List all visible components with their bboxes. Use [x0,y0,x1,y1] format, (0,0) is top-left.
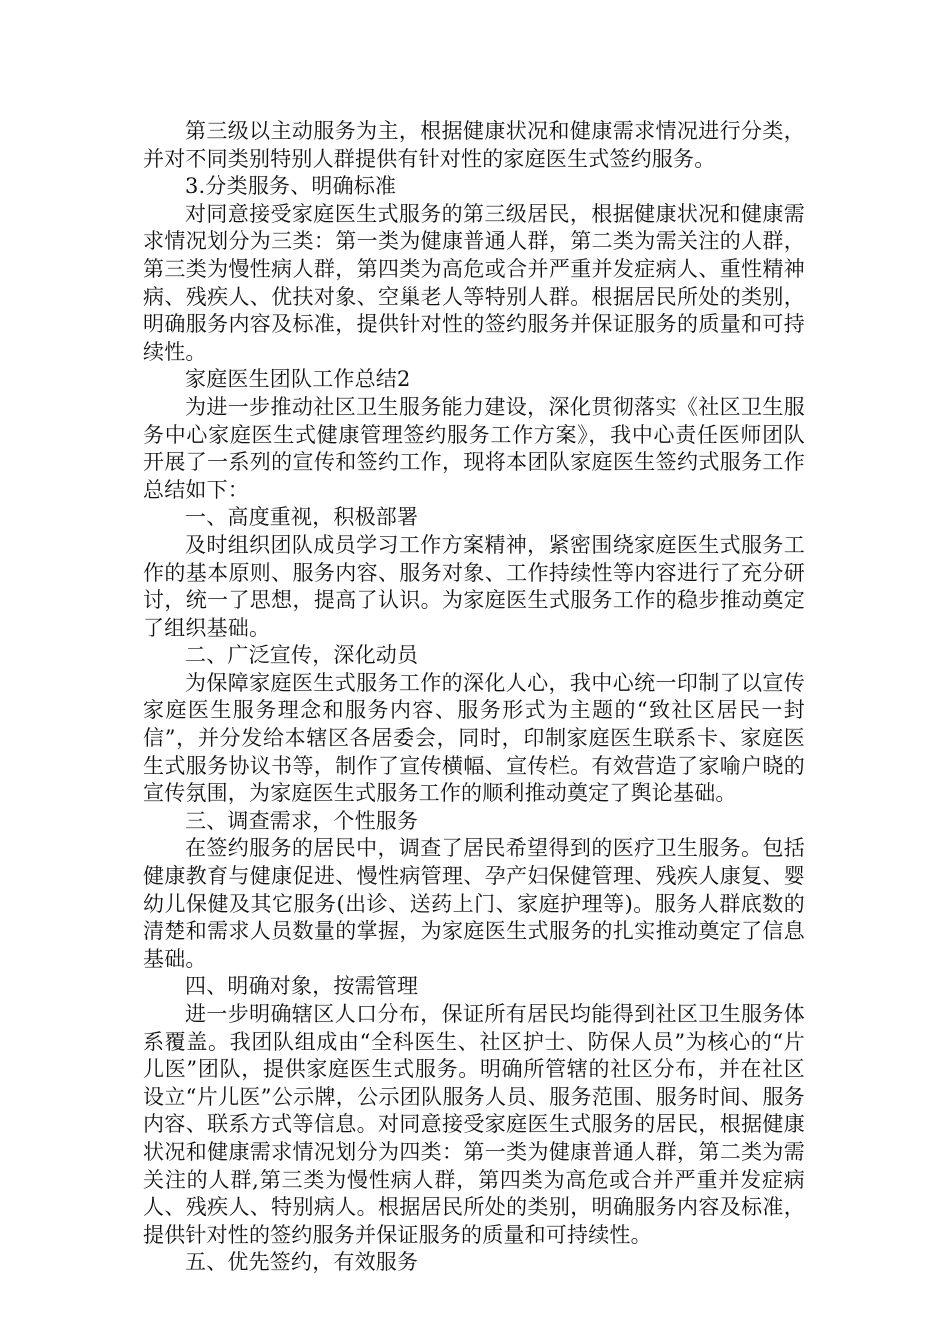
heading-section-1: 一、高度重视，积极部署 [185,505,419,530]
heading-summary-2: 家庭医生团队工作总结2 [185,367,411,392]
document-page [143,118,805,1277]
heading-section-2: 二、广泛宣传，深化动员 [185,643,419,668]
heading-section-4: 四、明确对象，按需管理 [185,974,419,999]
paragraph-section-1: 及时组织团队成员学习工作方案精神，紧密围绕家庭医生式服务工作的基本原则、服务内容、服务对象、工作持续性等内容进行了充分研讨，统一了思想，提高了认识。为家庭医生式服务工作的稳步推动奠定了组织基础。 [143,532,805,640]
paragraph-section-2: 为保障家庭医生式服务工作的深化人心，我中心统一印制了以宣传家庭医生服务理念和服务内容、服务形式为主题的“致社区居民一封信”，并分发给本辖区各居委会，同时，印制家庭医生联系卡、家庭医生式服务协议书等，制作了宣传横幅、宣传栏。有效营造了家喻户晓的宣传氛围，为家庭医生式服务工作的顺利推动奠定了舆论基础。 [143,670,805,806]
heading-section-5: 五、优先签约，有效服务 [185,1250,419,1275]
paragraph-section-4: 进一步明确辖区人口分布，保证所有居民均能得到社区卫生服务体系覆盖。我团队组成由“全科医生、社区护士、防保人员”为核心的“片儿医”团队，提供家庭医生式服务。明确所管辖的社区分布，并在社区设立“片儿医”公示牌，公示团队服务人员、服务范围、服务时间、服务内容、联系方式等信息。对同意接受家庭医生式服务的居民，根据健康状况和健康需求情况划分为四类：第一类为健康普通人群，第二类为需关注的人群,第三类为慢性病人群，第四类为高危或合并严重并发症病人、残疾人、特别病人。根据居民所处的类别，明确服务内容及标准，提供针对性的签约服务并保证服务的质量和可持续性。 [143,1002,805,1247]
paragraph-section-3: 在签约服务的居民中，调查了居民希望得到的医疗卫生服务。包括健康教育与健康促进、慢性病管理、孕产妇保健管理、残疾人康复、婴幼儿保健及其它服务(出诊、送药上门、家庭护理等)。服务人群底数的清楚和需求人员数量的掌握，为家庭医生式服务的扎实推动奠定了信息基础。 [143,836,805,971]
heading-classified-service: 3.分类服务、明确标准 [185,174,397,199]
paragraph-summary-intro: 为进一步推动社区卫生服务能力建设，深化贯彻落实《社区卫生服务中心家庭医生式健康管理签约服务工作方案》，我中心责任医师团队开展了一系列的宣传和签约工作，现将本团队家庭医生签约式服务工作总结如下： [143,394,805,502]
heading-section-3: 三、调查需求，个性服务 [185,808,419,833]
paragraph-tier3-active-service: 第三级以主动服务为主，根据健康状况和健康需求情况进行分类，并对不同类别特别人群提供有针对性的家庭医生式签约服务。 [143,119,805,171]
paragraph-classification: 对同意接受家庭医生式服务的第三级居民，根据健康状况和健康需求情况划分为三类：第一类为健康普通人群，第二类为需关注的人群，第三类为慢性病人群，第四类为高危或合并严重并发症病人、重性精神病、残疾人、优扶对象、空巢老人等特别人群。根据居民所处的类别，明确服务内容及标准，提供针对性的签约服务并保证服务的质量和可持续性。 [143,201,805,364]
